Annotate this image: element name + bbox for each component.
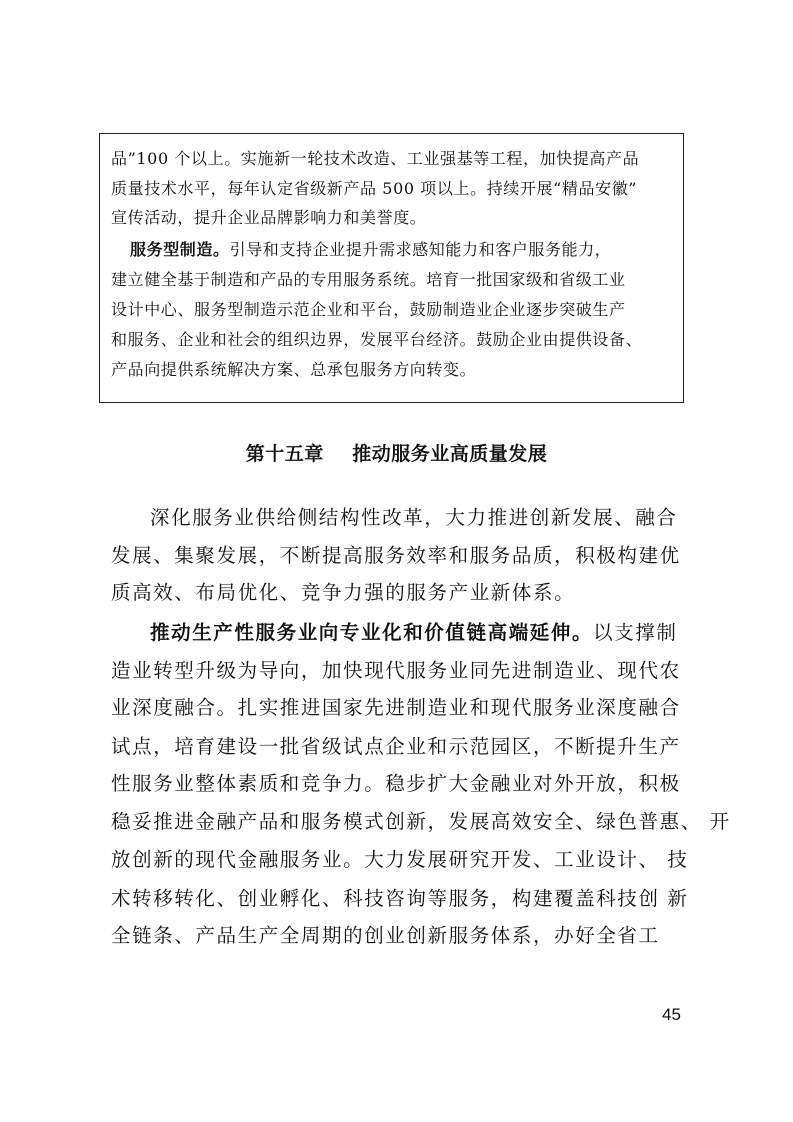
box-line-2: 质量技术水平，每年认定省级新产品 500 项以上。持续开展“精品安徽”	[111, 179, 638, 198]
section1-line-7: 放创新的现代金融服务业。大力发展研究开发、工业设计、 技	[111, 848, 689, 871]
service-heading: 服务型制造。	[130, 240, 230, 259]
service-line-2: 建立健全基于制造和产品的专用服务系统。培育一批国家级和省级工业	[111, 270, 626, 289]
box-line-3: 宣传活动，提升企业品牌影响力和美誉度。	[111, 208, 427, 227]
section1-line-9: 全链条、产品生产全周期的创业创新服务体系，办好全省工	[111, 924, 660, 947]
section1-line-5: 性服务业整体素质和竞争力。稳步扩大金融业对外开放，积极	[111, 772, 681, 795]
box-line-1: 品”100 个以上。实施新一轮技术改造、工业强基等工程，加快提高产品	[111, 149, 640, 168]
intro-line-2: 发展、集聚发展，不断提高服务效率和服务品质，积极构建优	[111, 544, 681, 567]
service-first-line-text: 引导和支持企业提升需求感知能力和客户服务能力，	[229, 240, 612, 259]
chapter-title: 第十五章 推动服务业高质量发展	[245, 443, 548, 465]
service-line-5: 产品向提供系统解决方案、总承包服务方向转变。	[111, 360, 477, 379]
intro-line-1: 深化服务业供给侧结构性改革，大力推进创新发展、融合	[150, 506, 678, 529]
section1-first-line	[150, 620, 740, 646]
service-line-4: 和服务、企业和社会的组织边界，发展平台经济。鼓励企业由提供设备、	[111, 330, 643, 349]
section1-line-2: 造业转型升级为导向，加快现代服务业同先进制造业、现代农	[111, 659, 681, 682]
page-number: 45	[662, 1005, 681, 1024]
service-paragraph-first-line	[130, 240, 700, 260]
section1-heading: 推动生产性服务业向专业化和价值链高端延伸。	[150, 621, 594, 644]
section1-line-4: 试点，培育建设一批省级试点企业和示范园区，不断提升生产	[111, 735, 681, 758]
section1-line-8: 术转移转化、创业孵化、科技咨询等服务，构建覆盖科技创 新	[111, 887, 689, 910]
intro-line-3: 质高效、布局优化、竞争力强的服务产业新体系。	[111, 581, 576, 604]
section1-line-3: 业深度融合。扎实推进国家先进制造业和现代服务业深度融合	[111, 696, 681, 719]
section1-first-line-text: 以支撑制	[593, 621, 678, 644]
section1-line-6: 稳妥推进金融产品和服务模式创新，发展高效安全、绿色普惠、 开	[111, 810, 731, 833]
service-line-3: 设计中心、服务型制造示范企业和平台，鼓励制造业企业逐步突破生产	[111, 300, 626, 319]
